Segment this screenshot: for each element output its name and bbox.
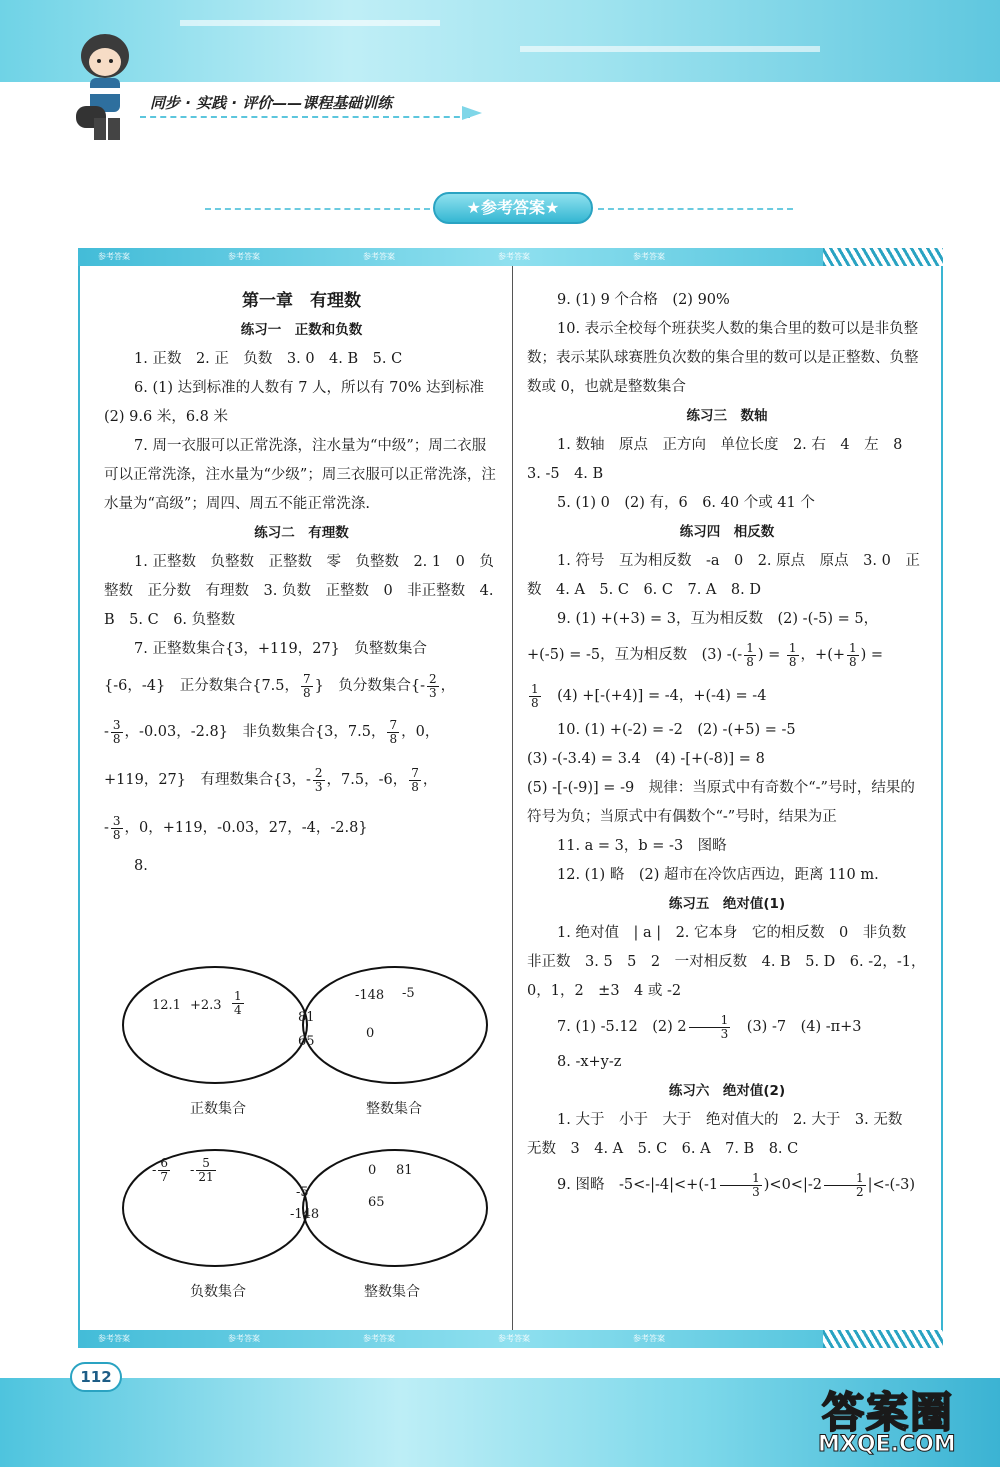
venn-item: 0 <box>366 1026 375 1041</box>
denominator: 3 <box>429 685 437 700</box>
right-column <box>527 286 927 1206</box>
text-run: 非负数集合 <box>242 724 315 740</box>
text-run: 有理数集合 <box>200 772 274 788</box>
mascot-illustration <box>70 28 140 143</box>
denominator: 8 <box>389 731 398 746</box>
text-run: 9. 图略 -5<-|-4|<+ <box>557 1177 699 1193</box>
denominator: 8 <box>531 695 539 710</box>
denominator: 4 <box>234 1003 242 1017</box>
text-run: <-(-3) <box>872 1177 915 1193</box>
denominator: 8 <box>303 685 311 700</box>
text-run: ，7.5，-6， <box>326 772 408 788</box>
text-run: 负分数集合 <box>338 678 411 694</box>
venn-overlap-item: -5 <box>296 1185 309 1200</box>
section-title: 练习一 正数和负数 <box>240 322 363 338</box>
answer-line: 8. <box>134 858 148 874</box>
answer-line: 5. (1) 0 (2) 有，6 6. 40 个或 41 个 <box>557 495 815 511</box>
answer-line: 12. (1) 略 (2) 超市在冷饮店西边，距离 110 m. <box>557 867 879 883</box>
venn-item: 65 <box>368 1195 385 1210</box>
arrow-icon <box>462 106 482 120</box>
venn-label: 整数集合 <box>364 1284 420 1300</box>
section-title: 练习六 绝对值(2) <box>668 1083 786 1099</box>
answer-line: 1. 正数 2. 正 负数 3. 0 4. B 5. C <box>134 351 403 367</box>
text-run: -1 <box>703 1177 719 1193</box>
ribbon-label: 参考答案 <box>633 1334 665 1343</box>
fraction <box>301 673 313 700</box>
venn-label: 整数集合 <box>366 1101 422 1117</box>
venn-circles <box>120 1145 495 1305</box>
answer-line: 1. 绝对值 | a | 2. 它本身 它的相反数 0 非负数 非正数 3. 5 5 2 一对相反数 4. B 5. D 6. -2，-1，0，1，2 ±3 4 或 -2 <box>527 925 926 999</box>
answer-line: 10. 表示全校每个班获奖人数的集合里的数可以是非负整数；表示某队球赛胜负次数的集合里的数可以是正整数、负整数或 0，也就是整数集合 <box>527 321 919 395</box>
denominator: 3 <box>314 779 323 794</box>
text-run: = <box>763 647 785 663</box>
numerator: 6 <box>160 1156 169 1170</box>
answer-line: (2) 9.6 米，6.8 米 <box>104 409 228 425</box>
answer-line: +(-5) = -5，互为相反数 (3) -(- $\frac{1}{8}$ ) = $\frac{1}{8}$ ，+(+ $\frac{1}{8}$ ) = <box>527 640 884 669</box>
denominator: 8 <box>112 827 121 842</box>
ribbon-label: 参考答案 <box>363 1334 395 1343</box>
ribbon-label: 参考答案 <box>498 1334 530 1343</box>
answer-badge: ★参考答案★ <box>433 192 593 224</box>
venn-diagram-negative-integer <box>120 1145 495 1305</box>
text-run: 0， <box>415 724 440 740</box>
numerator: 1 <box>824 1172 866 1186</box>
denominator: 21 <box>198 1170 214 1184</box>
venn-item-fraction: - $\frac{6}{7}$ <box>152 1156 169 1184</box>
fraction <box>824 1172 866 1199</box>
brace: } <box>358 820 368 836</box>
venn-item: -5 <box>402 986 415 1001</box>
answer-line: 6. (1) 达到标准的人数有 7 人，所以有 70% 达到标准 <box>134 380 484 396</box>
text-run: +(-5) = -5，互为相反数 (3) - <box>527 647 732 663</box>
text-run: +119，27 <box>104 772 177 788</box>
denominator: 8 <box>112 731 121 746</box>
answer-line: 1. 大于 小于 大于 绝对值大的 2. 大于 3. 无数 无数 3 4. A 5. C 6. A 7. B 8. C <box>527 1112 917 1157</box>
numerator: 5 <box>196 1157 215 1171</box>
answer-line: 7. 正整数集合{3，+119，27} 负整数集合 <box>134 641 427 657</box>
denominator: 8 <box>746 654 754 669</box>
badge-rule-left <box>205 208 430 210</box>
ribbon-hatch <box>823 1330 943 1348</box>
answer-line: {-6，-4} 正分数集合{7.5， $\frac{7}{8}$ } 负分数集合{- $\frac{2}{3}$ ， <box>104 671 456 700</box>
fraction <box>387 719 399 746</box>
section-title: 练习二 有理数 <box>254 525 349 541</box>
answer-line: (3) -(-3.4) = 3.4 (4) -[+(-8)] = 8 <box>527 751 765 767</box>
fraction <box>111 719 123 746</box>
text-run: -2 <box>807 1177 822 1193</box>
venn-item-fraction <box>230 990 246 1017</box>
answer-line: 8. -x+y-z <box>557 1054 622 1070</box>
text-run: 7. (1) -5.12 (2) 2 <box>557 1019 687 1035</box>
section-title: 练习五 绝对值(1) <box>668 896 786 912</box>
text-run: 0，+119，-0.03，27，-4，-2.8 <box>139 820 359 836</box>
text-run: 3，- <box>282 772 311 788</box>
ribbon-label: 参考答案 <box>228 1334 260 1343</box>
left-column <box>104 286 499 881</box>
denominator: 7 <box>160 1170 169 1184</box>
denominator: 8 <box>411 779 419 794</box>
section-title: 练习四 相反数 <box>679 524 775 540</box>
numerator: 2 <box>314 765 323 780</box>
numerator: 1 <box>234 989 242 1003</box>
numerator: 2 <box>429 671 437 686</box>
text-run: <0< <box>769 1177 803 1193</box>
answer-line: - $\frac{3}{8}$ ，0，+119，-0.03，27，-4，-2.8} <box>104 813 368 842</box>
venn-item: -148 <box>355 988 385 1003</box>
numerator: 7 <box>303 671 311 686</box>
answer-line: 7. 周一衣服可以正常洗涤，注水量为“中级”；周二衣服可以正常洗涤，注水量为“少级”；周三衣服可以正常洗涤，注水量为“高级”；周四、周五不能正常洗涤. <box>104 438 496 512</box>
fraction <box>427 673 439 700</box>
venn-item-fraction: - $\frac{5}{21}$ <box>190 1156 214 1184</box>
denominator: 8 <box>788 654 797 669</box>
venn-overlap-item: 81 <box>298 1010 315 1025</box>
denominator: 2 <box>855 1184 864 1199</box>
answer-line: - $\frac{3}{8}$ ，-0.03，-2.8} 非负数集合{3，7.5， $\frac{7}{8}$ ，0， <box>104 717 440 746</box>
denominator: 8 <box>849 654 857 669</box>
ribbon-label: 参考答案 <box>363 252 395 261</box>
numerator: 1 <box>531 681 539 696</box>
answer-line: 9. 图略 -5<-|-4|<+(-1 $\frac{1}{3}$ )<0<|-2 $\frac{1}{2}$ |<-(-3) <box>557 1170 915 1199</box>
numerator: 1 <box>849 640 857 655</box>
series-title: 同步 · 实践 · 评价——课程基础训练 <box>150 94 393 112</box>
fraction <box>111 815 123 842</box>
text-run: ，+ <box>800 647 828 663</box>
panel-right-border <box>941 266 943 1330</box>
text-run: 7.5， <box>261 678 299 694</box>
denominator: 3 <box>720 1026 729 1041</box>
fraction <box>787 642 799 669</box>
fraction <box>313 767 325 794</box>
answer-line: 1. 符号 互为相反数 -a 0 2. 原点 原点 3. 0 正数 4. A 5. C 6. C 7. A 8. D <box>527 553 920 598</box>
venn-overlap-item: -148 <box>290 1207 320 1222</box>
ribbon-label: 参考答案 <box>633 252 665 261</box>
brace: { <box>410 678 421 694</box>
brace: { <box>314 724 325 740</box>
venn-label: 正数集合 <box>190 1101 246 1117</box>
watermark-logo: 答案圈 <box>822 1388 955 1437</box>
brace: { <box>252 678 262 694</box>
answer-line <box>527 676 927 716</box>
fraction <box>847 642 859 669</box>
chapter-title: 第一章 有理数 <box>242 291 361 311</box>
page-number: 112 <box>70 1362 122 1392</box>
banner-streak <box>520 46 820 52</box>
panel-left-border <box>78 266 80 1330</box>
header-banner <box>0 0 1000 82</box>
answer-line: 9. (1) +(+3) = 3，互为相反数 (2) -(-5) = 5， <box>557 611 879 627</box>
venn-item: 0 <box>368 1163 377 1178</box>
fraction <box>409 767 421 794</box>
numerator: 7 <box>389 717 398 732</box>
numerator: 3 <box>112 813 121 828</box>
venn-item: 12.1 <box>152 998 181 1013</box>
text-run: (3) -7 (4) -π+3 <box>732 1019 862 1035</box>
answer-line: 11. a = 3，b = -3 图略 <box>557 838 727 854</box>
venn-label: 负数集合 <box>190 1284 246 1300</box>
ribbon-label: 参考答案 <box>228 252 260 261</box>
text-run: (4) +[-(+4)] = -4，+(-4) = -4 <box>557 688 767 704</box>
answer-line <box>527 1006 927 1048</box>
text-run: = <box>866 647 884 663</box>
answer-line: 1. 数轴 原点 正方向 单位长度 2. 右 4 左 8 3. -5 4. B <box>527 437 917 482</box>
fraction <box>689 1014 731 1041</box>
answer-line: 10. (1) +(-2) = -2 (2) -(+5) = -5 <box>557 722 796 738</box>
fraction <box>744 642 756 669</box>
text-run: 3，7.5， <box>324 724 386 740</box>
column-divider <box>512 266 513 1330</box>
numerator: 1 <box>720 1172 762 1186</box>
badge-rule-right <box>598 208 793 210</box>
text-run: -0.03，-2.8 <box>139 724 219 740</box>
answer-line: (5) -[-(-9)] = -9 规律：当原式中有奇数个“-”号时，结果的符号为负；当原式中有偶数个“-”号时，结果为正 <box>527 780 915 825</box>
answer-line: +119，27} 有理数集合{3，- $\frac{2}{3}$ ，7.5，-6， $\frac{7}{8}$ ， <box>104 765 438 794</box>
section-title: 练习三 数轴 <box>686 408 768 424</box>
answer-line: 1. 正整数 负整数 正整数 零 负整数 2. 1 0 负整数 正分数 有理数 3. 负数 正整数 0 非正整数 4. B 5. C 6. 负整数 <box>104 554 494 628</box>
ribbon-label: 参考答案 <box>498 252 530 261</box>
brace: } <box>176 772 187 788</box>
venn-overlap-item: 65 <box>298 1034 315 1049</box>
fraction <box>720 1172 762 1199</box>
numerator: 1 <box>689 1014 731 1028</box>
header-divider <box>140 116 470 118</box>
fraction <box>529 683 541 710</box>
brace: } <box>218 724 228 740</box>
ribbon-hatch <box>823 248 943 266</box>
denominator: 3 <box>752 1184 760 1199</box>
numerator: 7 <box>411 765 419 780</box>
watermark-url: MXQE.COM <box>818 1432 956 1457</box>
answer-line: 9. (1) 9 个合格 (2) 90% <box>557 292 730 308</box>
venn-item: 81 <box>396 1163 413 1178</box>
numerator: 1 <box>746 640 754 655</box>
banner-streak <box>180 20 440 26</box>
text-run: {-6，-4} 正分数集合 <box>104 678 253 694</box>
ribbon-label: 参考答案 <box>98 252 130 261</box>
ribbon-label: 参考答案 <box>98 1334 130 1343</box>
venn-item: +2.3 <box>190 998 222 1013</box>
brace: { <box>273 772 283 788</box>
panel-top-ribbon <box>78 248 943 266</box>
numerator: 3 <box>112 717 121 732</box>
numerator: 1 <box>788 640 797 655</box>
brace: } <box>314 678 324 694</box>
panel-bottom-ribbon <box>78 1330 943 1348</box>
venn-diagram-positive-integer <box>120 962 495 1122</box>
